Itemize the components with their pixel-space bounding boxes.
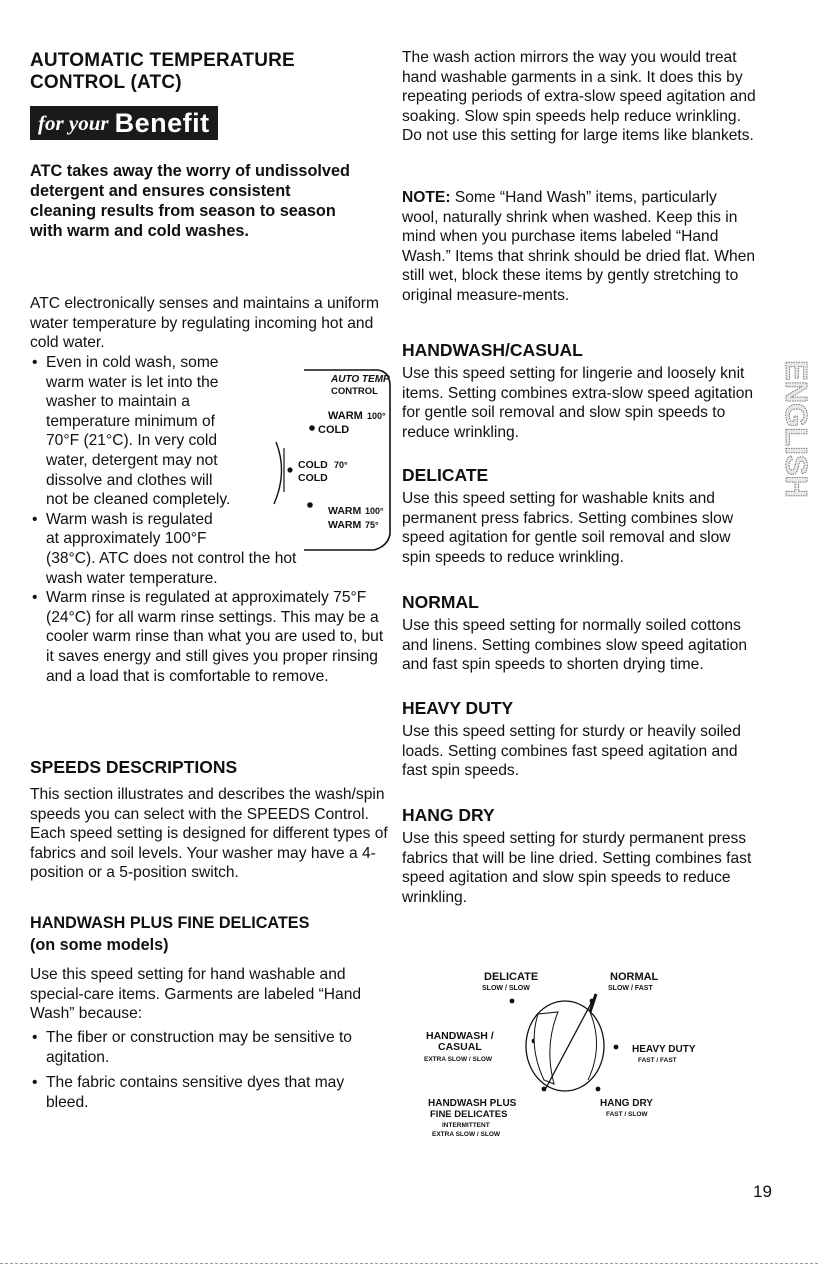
english-tab-label: ENGLISH	[778, 360, 814, 498]
dial-delicate-sub: SLOW / SLOW	[482, 985, 530, 992]
dial-normal-sub: SLOW / FAST	[608, 985, 653, 992]
atc-heading-line2: CONTROL (ATC)	[30, 72, 182, 93]
page-bottom-dotted-line	[0, 1263, 818, 1264]
benefit-word: Benefit	[114, 107, 210, 138]
hpfd-bullet-dyes: • The fabric contains sensitive dyes that may bleed.	[30, 1073, 360, 1112]
note-paragraph	[402, 188, 756, 306]
panel-dot	[309, 425, 315, 431]
note-text: Some “Hand Wash” items, particularly wool, naturally shrink when washed. Keep this in mind when you purchase items labeled “Hand Wash.” Items that shrink should be dried flat. When still wet, block these items by gently stretching to original measure-ments.	[402, 189, 756, 304]
normal-text: Use this speed setting for normally soiled cottons and linens. Setting combines slow speed agitation and fast spin speeds to shorten drying time.	[402, 617, 748, 674]
dial-delicate-label: DELICATE	[484, 971, 539, 983]
panel-dot	[287, 467, 292, 472]
hpfd-bullet-fiber: • The fiber or construction may be sensitive to agitation.	[30, 1028, 360, 1067]
heavy-duty-heading: HEAVY DUTY	[402, 698, 514, 718]
atc-intro: ATC electronically senses and maintains a uniform water temperature by regulating incoming hot and cold water.	[30, 295, 379, 352]
hpfd-bullets	[30, 1028, 360, 1112]
atc-heading-line1: AUTOMATIC TEMPERATURE	[30, 50, 295, 71]
speeds-dial-illustration	[420, 966, 720, 1146]
dial-heavy-sub: FAST / FAST	[638, 1057, 677, 1064]
benefit-prefix: for your	[38, 110, 109, 135]
normal-heading: NORMAL	[402, 592, 479, 612]
handwash-casual-heading: HANDWASH/CASUAL	[402, 340, 583, 360]
dial-hang-dry-label: HANG DRY	[600, 1098, 653, 1109]
panel-warm-value: 100°	[367, 411, 386, 421]
hpfd-heading: HANDWASH PLUS FINE DELICATES (on some models)	[30, 914, 310, 954]
panel-warm-label: WARM	[328, 410, 363, 422]
atc-bullet-warm-rinse: • Warm rinse is regulated at approximately 75°F (24°C) for all warm rinse settings. This may be a cooler warm rinse than what you are used to, but it saves energy and still gives you proper rinsing and a load that is comfortable to remove.	[30, 588, 386, 686]
delicate-text: Use this speed setting for washable knits and permanent press fabrics. Setting combines slow speed agitation for gentle soil removal and slow spin speeds to reduce wrinkling.	[402, 490, 734, 566]
note-label: NOTE:	[402, 189, 451, 206]
panel-title-line1: AUTO TEMP	[331, 374, 390, 385]
dial-normal-label: NORMAL	[610, 971, 659, 983]
panel-cold-label-2: COLD	[298, 472, 328, 484]
hpfd-text: Use this speed setting for hand washable and special-care items. Garments are labeled “Hand Wash” because:	[30, 966, 362, 1023]
heavy-duty-text: Use this speed setting for sturdy or heavily soiled loads. Setting combines fast speed agitation and fast spin speeds.	[402, 723, 741, 780]
wash-action-text: The wash action mirrors the way you would treat hand washable garments in a sink. It does this by repeating periods of extra-slow speed agitation and soaking. Slow spin speeds help reduce wrinkling. Do not use this setting for large items like blankets.	[402, 49, 756, 145]
for-your-benefit-banner	[30, 106, 218, 140]
dial-hang-sub: FAST / SLOW	[606, 1111, 648, 1118]
dial-hpfd-label1: HANDWASH PLUS	[428, 1098, 517, 1109]
panel-warm-100-label: WARM	[328, 505, 362, 517]
panel-cold-70-label: COLD	[298, 459, 328, 471]
speeds-intro: This section illustrates and describes the wash/spin speeds you can select with the SPEEDS Control. Each speed setting is designed for different types of fabrics and soil levels. Your washer may have a 4-position or a 5-position switch.	[30, 786, 388, 882]
benefit-text: ATC takes away the worry of undissolved detergent and ensures consistent cleaning results from season to season with warm and cold washes.	[30, 162, 350, 240]
panel-dot	[307, 502, 313, 508]
dial-hpfd-label2: FINE DELICATES	[430, 1109, 508, 1120]
dial-hpfd-label4: EXTRA SLOW / SLOW	[432, 1131, 501, 1138]
atc-bullet-warm-wash: • Warm wash is regulated at approximately 100°F (38°C). ATC does not control the hot wash water temperature.	[30, 510, 392, 588]
atc-bullet-cold: • Even in cold wash, some warm water is let into the washer to maintain a temperature minimum of 70°F (21°C). In very cold water, detergent may not dissolve and clothes will not be cleaned completely.	[30, 353, 392, 510]
dial-heavy-duty-label: HEAVY DUTY	[632, 1044, 696, 1055]
atc-heading	[30, 50, 392, 94]
dial-handwash-sub: EXTRA SLOW / SLOW	[424, 1056, 493, 1063]
dial-hpfd-label3: INTERMITTENT	[442, 1122, 490, 1129]
panel-warm-75-label: WARM	[328, 519, 362, 531]
panel-warm-75-value: 75°	[365, 520, 379, 530]
atc-control-panel-illustration	[268, 364, 394, 556]
panel-cold-label: COLD	[318, 424, 350, 436]
handwash-casual-text: Use this speed setting for lingerie and loosely knit items. Setting combines extra-slow speed agitation for gentle soil removal and slow spin speeds to reduce wrinkling.	[402, 365, 754, 441]
dial-casual-label: CASUAL	[438, 1041, 482, 1053]
panel-warm-100-value: 100°	[365, 506, 384, 516]
page-number: 19	[753, 1182, 772, 1201]
speeds-heading: SPEEDS DESCRIPTIONS	[30, 757, 238, 777]
hang-dry-text: Use this speed setting for sturdy permanent press fabrics that will be line dried. Setting combines fast speed agitation and slow spin speeds to reduce wrinkling.	[402, 830, 752, 906]
hang-dry-heading: HANG DRY	[402, 805, 495, 825]
speeds-knob	[526, 994, 604, 1091]
language-side-tab	[778, 338, 814, 520]
dial-handwash-label: HANDWASH /	[426, 1030, 494, 1042]
delicate-heading: DELICATE	[402, 465, 489, 485]
panel-cold-70-value: 70°	[334, 460, 348, 470]
panel-title-line2: CONTROL	[331, 386, 378, 397]
